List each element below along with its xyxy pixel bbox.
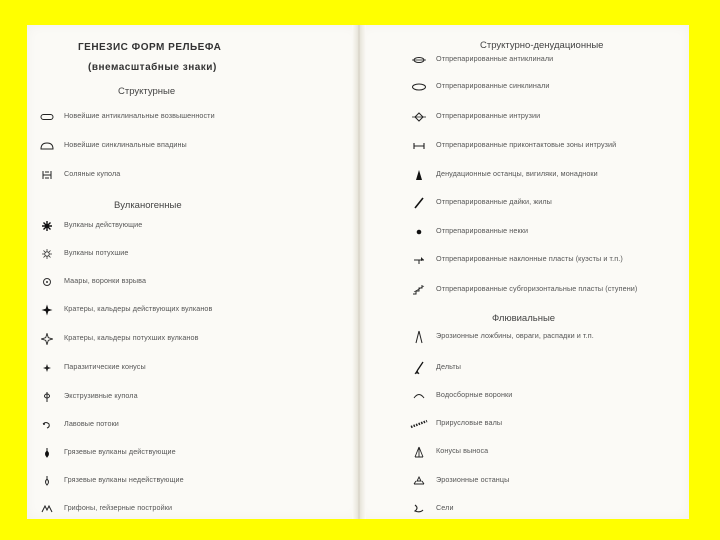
ravine-icon bbox=[408, 330, 430, 344]
legend-label: Отпрепарированные некки bbox=[436, 226, 529, 235]
legend-label: Отпрепарированные синклинали bbox=[436, 81, 550, 90]
legend-label: Дельты bbox=[436, 362, 462, 371]
legend-label: Отпрепарированные антиклинали bbox=[436, 54, 554, 63]
slash-icon bbox=[408, 196, 430, 210]
legend-label: Отпрепарированные наклонные пласты (куэсты и т.п.) bbox=[436, 254, 623, 263]
legend-label: Кратеры, кальдеры действующих вулканов bbox=[64, 304, 213, 313]
legend-label: Соляные купола bbox=[64, 169, 121, 178]
flow-hook-icon bbox=[36, 418, 58, 432]
solid-star-icon bbox=[36, 303, 58, 317]
legend-label: Грязевые вулканы недействующие bbox=[64, 475, 184, 484]
legend-label: Экструзивные купола bbox=[64, 391, 138, 400]
legend-label: Паразитические конусы bbox=[64, 362, 146, 371]
section-heading-fluvial: Флювиальные bbox=[492, 313, 556, 324]
legend-label: Грифоны, гейзерные постройки bbox=[64, 503, 173, 512]
legend-label: Отпрепарированные субгоризонтальные пласты (ступени) bbox=[436, 284, 638, 293]
tilted-bed-icon bbox=[408, 253, 430, 267]
page-subtitle: (внемасштабные знаки) bbox=[88, 62, 217, 73]
small-star-icon bbox=[36, 361, 58, 375]
mudflow-icon bbox=[408, 502, 430, 516]
legend-label: Отпрепарированные приконтактовые зоны интрузий bbox=[436, 140, 617, 149]
legend-label: Эрозионные останцы bbox=[436, 475, 510, 484]
legend-label: Вулканы действующие bbox=[64, 220, 143, 229]
page-title: ГЕНЕЗИС ФОРМ РЕЛЬЕФА bbox=[78, 42, 222, 53]
legend-label: Прирусловые валы bbox=[436, 418, 503, 427]
legend-label: Отпрепарированные интрузии bbox=[436, 111, 541, 120]
dot-icon bbox=[408, 225, 430, 239]
book-gutter bbox=[352, 25, 366, 519]
star-burst-icon bbox=[36, 219, 58, 233]
legend-label: Кратеры, кальдеры потухших вулканов bbox=[64, 333, 199, 342]
levee-icon bbox=[408, 417, 430, 431]
outline-burst-icon bbox=[36, 247, 58, 261]
legend-label: Новейшие антиклинальные возвышенности bbox=[64, 111, 215, 120]
flat-oval-icon bbox=[408, 80, 430, 94]
legend-label: Отпрепарированные дайки, жилы bbox=[436, 197, 552, 206]
geyser-icon bbox=[36, 502, 58, 516]
remnant-icon bbox=[408, 474, 430, 488]
ring-dot-icon bbox=[36, 275, 58, 289]
fan-icon bbox=[408, 445, 430, 459]
section-heading-volcanic: Вулканогенные bbox=[114, 200, 182, 211]
outline-star-icon bbox=[36, 332, 58, 346]
axis-oval-icon bbox=[408, 53, 430, 67]
legend-label: Сели bbox=[436, 503, 454, 512]
funnel-icon bbox=[408, 389, 430, 403]
legend-label: Новейшие синклинальные впадины bbox=[64, 140, 187, 149]
solid-cone-icon bbox=[408, 168, 430, 182]
legend-label: Лавовые потоки bbox=[64, 419, 119, 428]
outline-drop-icon bbox=[36, 474, 58, 488]
legend-label: Водосборные воронки bbox=[436, 390, 513, 399]
legend-label: Грязевые вулканы действующие bbox=[64, 447, 176, 456]
legend-label: Эрозионные ложбины, овраги, распадки и т.п. bbox=[436, 331, 594, 340]
section-heading-structural-denudational: Структурно-денудационные bbox=[480, 40, 604, 51]
dome-stick-icon bbox=[36, 390, 58, 404]
legend-label: Вулканы потухшие bbox=[64, 248, 129, 257]
legend-label: Денудационные останцы, вигиляки, монадноки bbox=[436, 169, 598, 178]
legend-label: Конусы выноса bbox=[436, 446, 489, 455]
steps-icon bbox=[408, 283, 430, 297]
legend-label: Маары, воронки взрыва bbox=[64, 276, 147, 285]
open-oval-icon bbox=[36, 139, 58, 153]
solid-drop-icon bbox=[36, 446, 58, 460]
flat-oval-icon bbox=[36, 110, 58, 124]
left-page bbox=[27, 25, 359, 519]
diamond-axis-icon bbox=[408, 110, 430, 124]
h-bar-icon bbox=[408, 139, 430, 153]
delta-icon bbox=[408, 361, 430, 375]
section-heading-structural: Структурные bbox=[118, 86, 176, 97]
bracket-dome-icon bbox=[36, 168, 58, 182]
